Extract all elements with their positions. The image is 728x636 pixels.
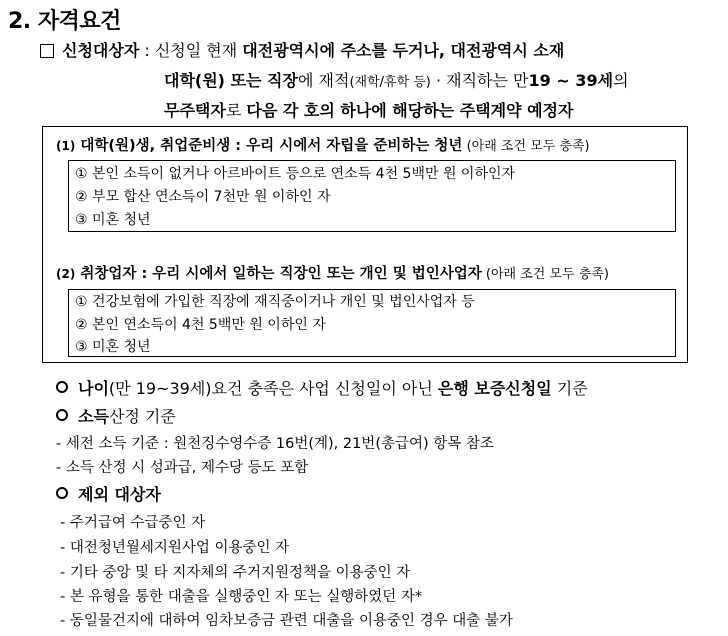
applicant-text-2f: 의 (613, 71, 629, 90)
section1-note: (아래 조건 모두 충족) (462, 139, 590, 154)
list-item: ② 본인 연소득이 4천 5백만 원 이하인 자 (75, 317, 326, 333)
section1-title: 대학(원)생, 취업준비생 : 우리 시에서 자립을 준비하는 청년 (75, 138, 463, 154)
list-item: - 소득 산정 시 성과급, 제수당 등도 포함 (56, 460, 309, 476)
income-text: 산정 기준 (108, 407, 176, 426)
section2-number: (2) (56, 267, 76, 281)
section2-title: 취창업자 : 우리 시에서 일하는 직장인 또는 개인 및 법인사업자 (75, 266, 482, 282)
list-item: - 동일물건지에 대하여 임차보증금 관련 대출을 이용중인 경우 대출 불가 (60, 613, 513, 629)
list-item: ① 본인 소득이 없거나 아르바이트 등으로 연소득 4천 5백만 원 이하인자 (75, 166, 516, 182)
section-title: 2. 자격요건 (8, 9, 121, 34)
applicant-text-2a: 대학(원) 또는 직장 (164, 71, 298, 90)
circle-bullet-icon (56, 381, 68, 393)
applicant-line-3 (164, 98, 573, 121)
applicant-text-3b: 로 (225, 101, 247, 120)
list-item: ① 건강보험에 가입한 직장에 재직중이거나 개인 및 법인사업자 등 (75, 294, 475, 310)
exclusion-label: 제외 대상자 (78, 485, 161, 504)
section2-note: (아래 조건 모두 충족) (481, 267, 609, 282)
age-tail: 기준 (551, 379, 588, 398)
age-requirement (56, 376, 588, 399)
list-item: - 주거급여 수급중인 자 (60, 515, 206, 531)
age-label: 나이 (78, 379, 109, 398)
age-text: (만 19~39세)요건 충족은 사업 신청일이 아닌 (108, 379, 438, 398)
list-item: - 대전청년월세지원사업 이용중인 자 (60, 540, 290, 556)
list-item: ③ 미혼 청년 (75, 339, 151, 355)
list-item: ② 부모 합산 연소득이 7천만 원 이하인 자 (75, 189, 331, 205)
applicant-text-2b: 에 재적 (297, 71, 350, 90)
applicant-text-2e: 19 ~ 39세 (528, 71, 614, 90)
applicant-text-1a: : 신청일 현재 (139, 41, 243, 60)
section2-conditions (68, 289, 676, 357)
applicant-text-2d: · 재직하는 만 (430, 71, 529, 90)
income-criteria-heading (56, 404, 176, 427)
section2-heading (56, 262, 609, 283)
applicant-line-2 (164, 68, 629, 91)
applicant-text-3a: 무주택자 (164, 101, 226, 120)
list-item: - 본 유형을 통한 대출을 실행중인 자 또는 실행하였던 자* (60, 589, 423, 605)
applicant-line-1 (40, 38, 564, 61)
exclusion-heading (56, 482, 161, 505)
list-item: - 세전 소득 기준 : 원천징수영수증 16번(계), 21번(총급여) 항목 참조 (56, 436, 494, 452)
applicant-text-2c: (재학/휴학 등) (349, 75, 431, 90)
checkbox-icon (40, 44, 54, 58)
applicant-text-3c: 다음 각 호의 하나에 해당하는 주택계약 예정자 (246, 101, 574, 120)
applicant-text-1b: 대전광역시에 주소를 두거나, 대전광역시 소재 (242, 41, 565, 60)
section1-number: (1) (56, 139, 76, 153)
circle-bullet-icon (56, 409, 68, 421)
applicant-label: 신청대상자 (62, 41, 140, 60)
income-label: 소득 (78, 407, 109, 426)
list-item: ③ 미혼 청년 (75, 212, 151, 228)
age-highlight: 은행 보증신청일 (437, 379, 552, 398)
section1-conditions (68, 160, 676, 232)
list-item: - 기타 중앙 및 타 지자체의 주거지원정책을 이용중인 자 (60, 565, 411, 581)
circle-bullet-icon (56, 487, 68, 499)
section1-heading (56, 134, 590, 155)
